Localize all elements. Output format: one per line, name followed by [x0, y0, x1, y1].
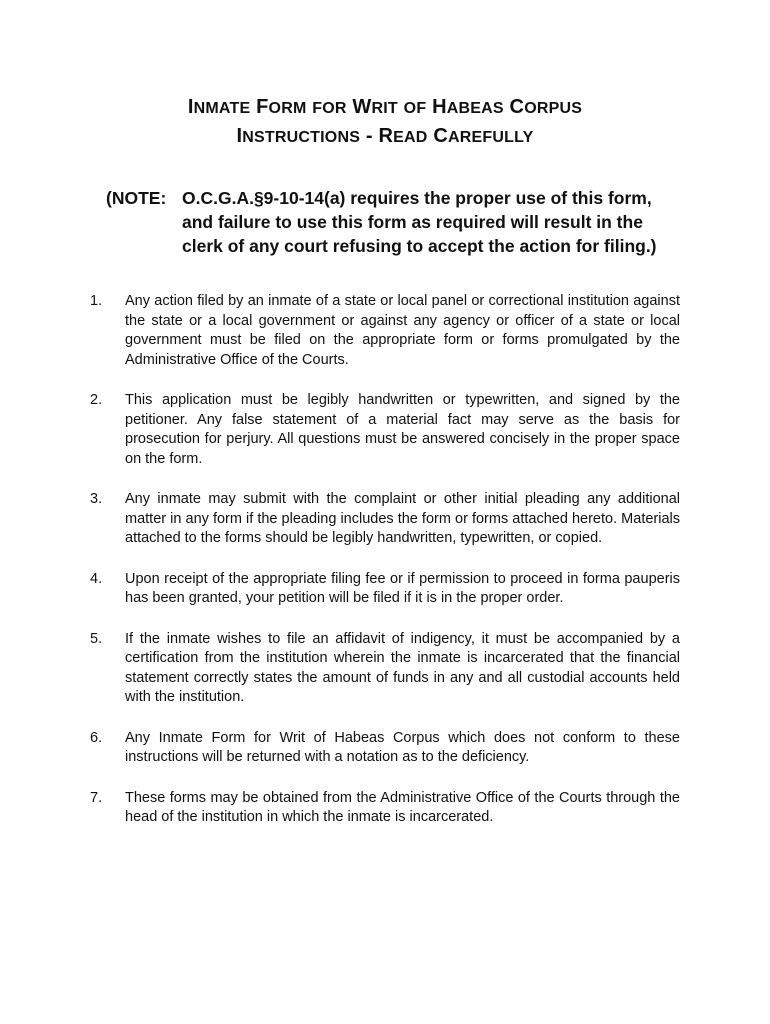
instruction-number: 6.	[90, 729, 103, 746]
instruction-text: These forms may be obtained from the Administrative Office of the Courts through the head of the institution in which the inmate is incarcerated.	[125, 789, 680, 825]
instruction-text: Any action filed by an inmate of a state or local panel or correctional institution against the state or a local government or against any agency or officer of a state or local government must be filed on the appropriate form or forms promulgated by the Administrative Office of the Courts.	[125, 293, 680, 368]
instruction-number: 1.	[90, 293, 103, 309]
instruction-text: Upon receipt of the appropriate filing fee or if permission to proceed in forma pauperis has been granted, your petition will be filed if it is in the proper order.	[125, 570, 680, 606]
instruction-number: 5.	[90, 630, 103, 647]
instruction-text: This application must be legibly handwritten or typewritten, and signed by the petitioner. Any false statement of a material fact may serve as the basis for prosecution for perjury. All questions must be answered concisely in the proper space on the form.	[125, 392, 680, 467]
instruction-list	[0, 292, 770, 849]
instruction-text: Any inmate may submit with the complaint or other initial pleading any additional matter in any form if the pleading includes the form or forms attached hereto. Materials attached to the forms should be legibly handwritten, typewritten, or copied.	[125, 491, 680, 546]
instruction-text: Any Inmate Form for Writ of Habeas Corpus which does not conform to these instructions will be returned with a notation as to the deficiency.	[125, 729, 680, 765]
instruction-text: If the inmate wishes to file an affidavit of indigency, it must be accompanied by a certification from the institution wherein the inmate is incarcerated that the financial statement correctly states the amount of funds in any and all custodial accounts held with the institution.	[125, 630, 680, 705]
instruction-number: 2.	[90, 392, 103, 408]
form-title	[0, 96, 770, 119]
instruction-number: 4.	[90, 570, 103, 587]
instruction-item	[0, 490, 770, 549]
instruction-number: 3.	[90, 491, 103, 507]
form-title-text: INMATE FORM FOR WRIT OF HABEAS CORPUS	[187, 96, 583, 118]
note-text: O.C.G.A.§9-10-14(a) requires the proper use of this form, and failure to use this form as required will result in the clerk of any court refusing to accept the action for filing.)	[182, 188, 657, 256]
form-subtitle	[0, 125, 770, 148]
form-subtitle-text: INSTRUCTIONS - READ CAREFULLY	[236, 125, 534, 147]
instruction-number: 7.	[90, 789, 103, 806]
instruction-item	[0, 729, 770, 768]
instruction-item	[0, 789, 770, 828]
note-label: (NOTE:	[106, 188, 167, 208]
instruction-item	[0, 570, 770, 609]
instruction-item	[0, 630, 770, 708]
instruction-item	[0, 292, 770, 370]
instruction-item	[0, 391, 770, 469]
